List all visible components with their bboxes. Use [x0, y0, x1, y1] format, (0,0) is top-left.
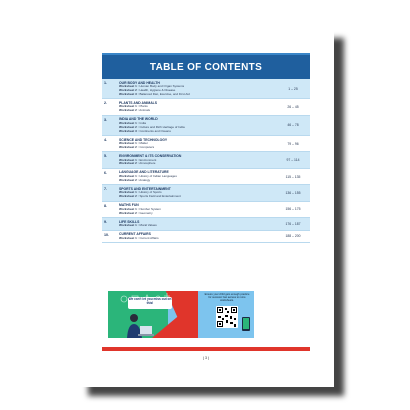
- toc-row: [102, 231, 310, 244]
- worksheet-line: [119, 109, 310, 113]
- book-page: [78, 29, 334, 387]
- worksheet-label: Worksheet 2 :: [119, 124, 139, 129]
- student-illustration-icon: [122, 309, 158, 338]
- worksheet-label: Worksheet 2 :: [119, 210, 139, 215]
- worksheet-line: [119, 146, 310, 150]
- worksheet-title: Human Body and Organ Systems: [139, 84, 185, 89]
- page-range: 115 – 135: [285, 174, 301, 179]
- worksheet-label: Worksheet 1 :: [119, 223, 139, 228]
- toc-row: [102, 136, 310, 152]
- worksheet-title: Atmosphere: [139, 161, 156, 166]
- worksheet-title: Balanced Diet, Exercise, and First Aid: [139, 91, 190, 96]
- worksheet-label: Worksheet 1 :: [119, 157, 139, 162]
- section-title: CURRENT AFFAIRS: [119, 232, 151, 237]
- section-number: 8.: [104, 203, 107, 208]
- worksheet-label: Worksheet 1 :: [119, 190, 139, 195]
- section-title: PLANTS AND ANIMALS: [119, 100, 157, 105]
- section-number: 10.: [104, 232, 109, 237]
- section-title: LANGUAGE AND LITERATURE: [119, 170, 169, 175]
- worksheet-title: Sports Field and Entertainment: [139, 194, 181, 199]
- page-range: 156 – 175: [285, 207, 301, 212]
- toc-row: [102, 116, 310, 136]
- section-title: MATHS FUN: [119, 203, 139, 208]
- worksheet-title: History of Sports: [139, 190, 162, 195]
- toc-row: [102, 152, 310, 168]
- worksheet-title: Computers: [139, 145, 155, 150]
- toc-row: [102, 202, 310, 218]
- section-number: 2.: [104, 101, 107, 106]
- worksheet-title: Matter: [139, 141, 148, 146]
- worksheet-label: Worksheet 1 :: [119, 206, 139, 211]
- footer-red-bar: [102, 347, 310, 351]
- worksheet-title: Moral Values: [139, 223, 157, 228]
- worksheet-line: [119, 93, 310, 97]
- section-number: 1.: [104, 81, 107, 85]
- worksheet-title: Geometry: [139, 210, 153, 215]
- worksheet-label: Worksheet 2 :: [119, 108, 139, 113]
- worksheet-line: [119, 195, 310, 199]
- worksheet-title: Culture and Rich Heritage of India: [139, 124, 185, 129]
- page-range: 79 – 96: [287, 141, 299, 146]
- section-number: 9.: [104, 220, 107, 225]
- section-number: 5.: [104, 154, 107, 159]
- promo-text: Ensure your child gets enough practice for success! Get access to more worksheets.: [204, 293, 250, 303]
- section-title: LIFE SKILLS: [119, 219, 140, 224]
- worksheet-label: Worksheet 1 :: [119, 84, 139, 89]
- toc-row: [102, 185, 310, 201]
- section-number: 6.: [104, 170, 107, 175]
- worksheet-title: Animals: [139, 108, 150, 113]
- page-range: 97 – 114: [286, 158, 300, 163]
- toc-table: [102, 79, 310, 243]
- page-range: 1 – 25: [288, 86, 298, 91]
- worksheet-title: Plants: [139, 104, 148, 109]
- section-title: INDIA AND THE WORLD: [119, 117, 158, 122]
- worksheet-label: Worksheet 2 :: [119, 161, 139, 166]
- worksheet-label: Worksheet 2 :: [119, 88, 139, 92]
- toc-title: TABLE OF CONTENTS: [149, 61, 263, 73]
- page-range: 26 – 45: [287, 105, 299, 110]
- worksheet-label: Worksheet 3 :: [119, 91, 139, 96]
- section-title: OUR BODY AND HEALTH: [119, 80, 160, 85]
- section-number: 3.: [104, 117, 107, 122]
- toc-banner: [102, 53, 310, 79]
- qr-code-icon[interactable]: [216, 306, 238, 328]
- worksheet-title: India: [139, 120, 146, 125]
- worksheet-title: Health, Hygiene & Disease: [139, 88, 176, 92]
- toc-row: [102, 79, 310, 99]
- worksheet-label: Worksheet 1 :: [119, 235, 139, 240]
- promo-banner: [108, 291, 254, 338]
- worksheet-label: Worksheet 1 :: [119, 104, 139, 109]
- worksheet-title: Continents and Oceans: [139, 128, 171, 133]
- promo-headline: We can't let you miss out on this!: [128, 297, 172, 309]
- section-title: ENVIRONMENT & ITS CONSERVATION: [119, 153, 182, 158]
- worksheet-title: Current Affairs: [139, 235, 159, 240]
- worksheet-label: Worksheet 2 :: [119, 177, 139, 182]
- worksheet-title: Environment: [139, 157, 157, 162]
- worksheet-label: Worksheet 3 :: [119, 128, 139, 133]
- worksheet-title: Analogy: [139, 177, 151, 182]
- page-range: 188 – 200: [285, 234, 301, 239]
- toc-row: [102, 99, 310, 115]
- worksheet-label: Worksheet 1 :: [119, 120, 139, 125]
- worksheet-label: Worksheet 1 :: [119, 173, 139, 178]
- section-number: 7.: [104, 187, 107, 192]
- page-range: 176 – 187: [285, 221, 301, 226]
- toc-row: [102, 169, 310, 185]
- worksheet-title: History of Indian Languages: [139, 173, 177, 178]
- section-title: SPORTS AND ENTERTAINMENT: [119, 186, 171, 191]
- worksheet-label: Worksheet 2 :: [119, 145, 139, 150]
- section-number: 4.: [104, 138, 107, 143]
- toc-row: [102, 218, 310, 231]
- worksheet-line: [119, 162, 310, 166]
- page-range: 46 – 78: [287, 123, 299, 128]
- worksheet-line: [119, 130, 310, 134]
- page-number: ( 3 ): [202, 356, 210, 360]
- worksheet-line: [119, 179, 310, 183]
- section-title: SCIENCE AND TECHNOLOGY: [119, 137, 168, 142]
- worksheet-label: Worksheet 2 :: [119, 194, 139, 199]
- worksheet-label: Worksheet 1 :: [119, 141, 139, 146]
- page-range: 136 – 155: [285, 190, 301, 195]
- worksheet-title: Number System: [139, 206, 161, 211]
- worksheet-line: [119, 212, 310, 216]
- phone-screen: [243, 318, 249, 329]
